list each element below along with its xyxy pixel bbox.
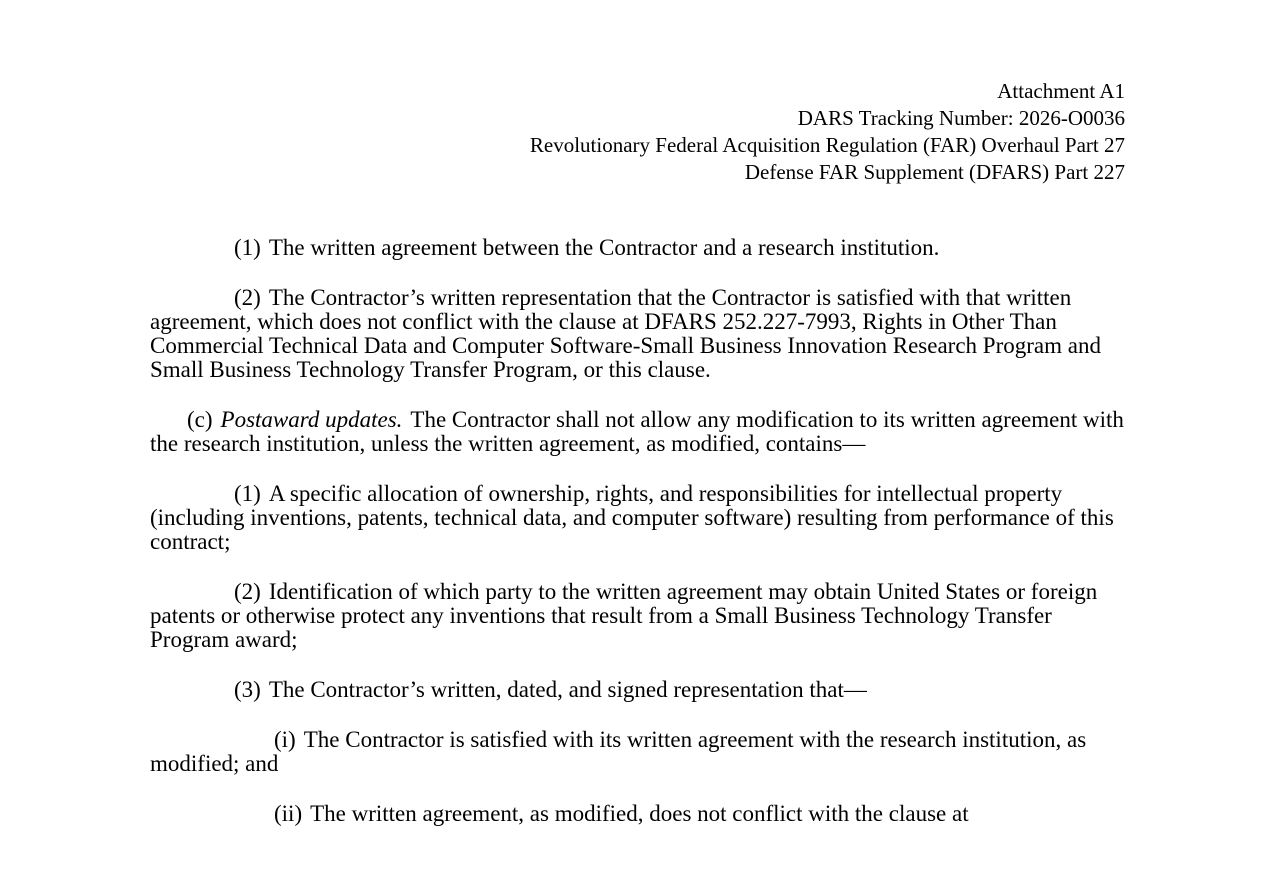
paragraph-label: (1) (234, 235, 261, 260)
paragraph-label: (2) (234, 285, 261, 310)
paragraph-2 (150, 286, 1125, 382)
paragraph-label: (ii) (274, 801, 303, 826)
paragraph-1 (150, 236, 1125, 260)
paragraph-label: (c) (187, 407, 213, 432)
paragraph-c-3-i (150, 728, 1125, 776)
paragraph-c-3-ii (150, 802, 1125, 826)
paragraph-label: (2) (234, 579, 261, 604)
paragraph-text: The written agreement, as modified, does not conflict with the clause at (310, 801, 969, 826)
paragraph-c-2 (150, 580, 1125, 652)
paragraph-text: Identification of which party to the written agreement may obtain United States or foreign patents or otherwise protect any inventions that result from a Small Business Technology Transfer Program award; (150, 579, 1098, 652)
document-header (530, 78, 1125, 186)
paragraph-text: The Contractor’s written, dated, and signed representation that— (268, 677, 867, 702)
paragraph-c-postaward-updates (150, 408, 1125, 456)
document-body (150, 236, 1125, 852)
paragraph-text: A specific allocation of ownership, rights, and responsibilities for intellectual property (including inventions, patents, technical data, and computer software) resulting from performance of this contract; (150, 481, 1114, 554)
paragraph-text: The Contractor shall not allow any modification to its written agreement with the research institution, unless the written agreement, as modified, contains— (150, 407, 1124, 456)
paragraph-text: The Contractor’s written representation that the Contractor is satisfied with that written agreement, which does not conflict with the clause at DFARS 252.227-7993, Rights in Other Than Commercial Technical Data and Computer Software-Small Business Innovation Research Program and Small Business Technology Transfer Program, or this clause. (150, 285, 1101, 382)
paragraph-c-1 (150, 482, 1125, 554)
paragraph-text: The written agreement between the Contractor and a research institution. (268, 235, 940, 260)
far-part-title: Revolutionary Federal Acquisition Regulation (FAR) Overhaul Part 27 (529, 133, 1125, 157)
dfars-part-title: Defense FAR Supplement (DFARS) Part 227 (744, 160, 1125, 184)
paragraph-c-3 (150, 678, 1125, 702)
paragraph-heading: Postaward updates. (220, 407, 403, 432)
tracking-number: DARS Tracking Number: 2026-O0036 (797, 106, 1125, 130)
attachment-label: Attachment A1 (997, 79, 1125, 103)
paragraph-label: (1) (234, 481, 261, 506)
paragraph-label: (3) (234, 677, 261, 702)
paragraph-text: The Contractor is satisfied with its written agreement with the research institution, as modified; and (150, 727, 1087, 776)
paragraph-label: (i) (274, 727, 296, 752)
